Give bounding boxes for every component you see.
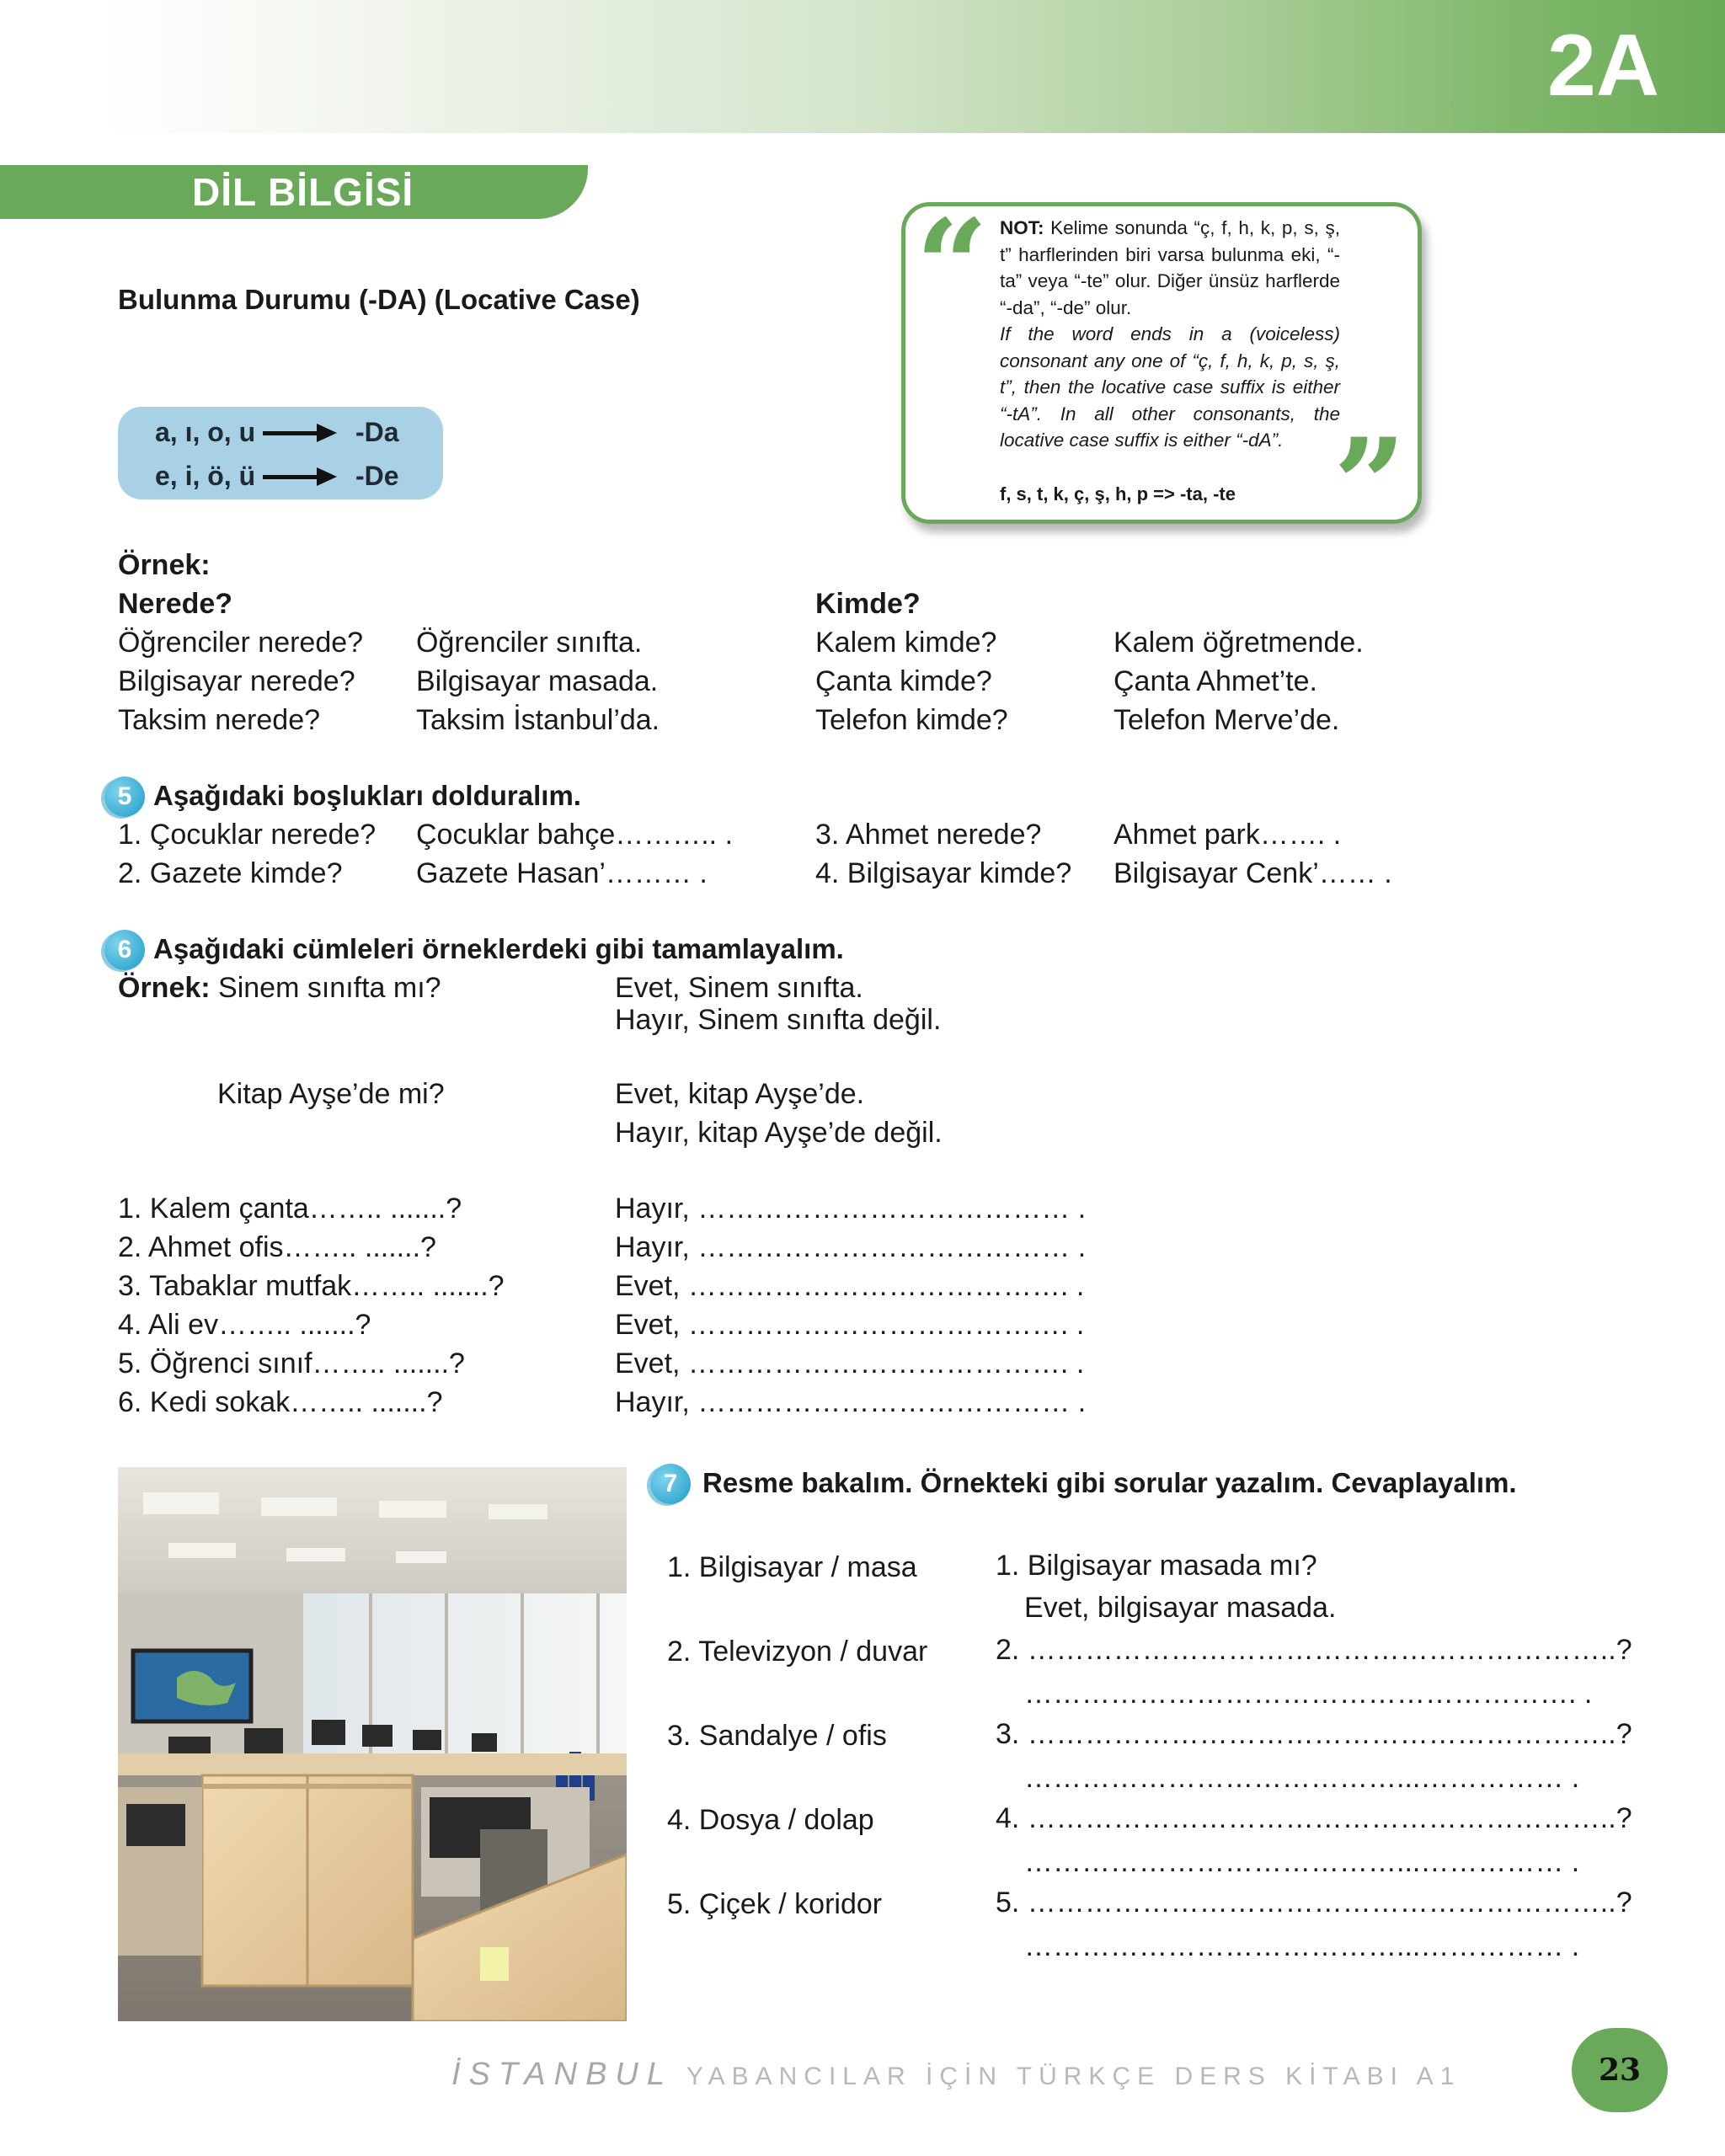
exercise-7-answer-blank[interactable]: …………………………………...…………… . [1024,1930,1580,1962]
exercise-7-example-question: 1. Bilgisayar masada mı? [996,1550,1317,1582]
rule-vowels-back: a, ı, o, u [155,417,256,447]
arrow-icon [263,431,332,435]
exercise-5-number-badge: 5 [104,776,145,817]
example-answer: Kalem öğretmende. [1114,627,1364,659]
footer-title [451,2055,1461,2096]
exercise-5-question: 3. Ahmet nerede? [815,819,1042,851]
exercise-7-example-answer: Evet, bilgisayar masada. [1024,1592,1337,1624]
exercise-6-example-yes: Evet, kitap Ayşe’de. [615,1078,865,1110]
nerede-heading: Nerede? [118,588,233,620]
note-turkish-text: Kelime sonunda “ç, f, h, k, p, s, ş, t” harflerinden biri varsa bulunma eki, “-ta” veya “-te” olur. Diğer ünsüz harflerde “-da”, “-de” olur. [1000,217,1340,318]
example-answer: Telefon Merve’de. [1114,704,1340,736]
note-box [901,192,1422,559]
exercise-7-answer-blank[interactable]: …………………………………...…………… . [1024,1762,1580,1794]
example-question: Taksim nerede? [118,704,321,736]
rule-vowels-front: e, i, ö, ü [155,461,256,491]
exercise-6-answer-blank[interactable]: Evet, …………………………………. . [615,1348,1085,1380]
exercise-5-blank[interactable]: Ahmet park……. . [1114,819,1342,851]
exercise-7-prompt: 5. Çiçek / koridor [667,1888,883,1920]
example-question: Bilgisayar nerede? [118,665,355,697]
exercise-7-question-blank[interactable]: 3. ……………………………………………………..? [996,1718,1632,1750]
exercise-6-example-question [118,969,441,1007]
example-question: Kalem kimde? [815,627,997,659]
exercise-7-answer-blank[interactable]: …………………………………...…………… . [1024,1846,1580,1878]
exercise-7-number-badge: 7 [650,1464,691,1504]
note-label: NOT: [1000,217,1044,238]
exercise-6-example-question: Kitap Ayşe’de mi? [217,1078,445,1110]
exercise-6-question: 6. Kedi sokak…….. .......? [118,1386,443,1418]
page-number: 23 [1598,2052,1642,2088]
exercise-6-answer-blank[interactable]: Evet, …………………………………. . [615,1270,1085,1302]
note-english: If the word ends in a (voiceless) consonant any one of “ç, f, h, k, p, s, ş, t”, then the locative case suffix is either “-tA”. In all other consonants, the locative case suffix is either “-dA”. [1000,323,1340,451]
exercise-5-blank[interactable]: Çocuklar bahçe……….. . [416,819,734,851]
exercise-5-question: 4. Bilgisayar kimde? [815,857,1072,889]
exercise-6-answer-blank[interactable]: Hayır, ………………………………… . [615,1193,1087,1225]
exercise-7-question-blank[interactable]: 4. ……………………………………………………..? [996,1802,1632,1834]
exercise-7-answer-blank[interactable]: …………………………………………………. . [1024,1678,1593,1710]
topic-title: Bulunma Durumu (-DA) (Locative Case) [118,284,640,315]
exercise-5-blank[interactable]: Gazete Hasan’……… . [416,857,708,889]
example-answer: Taksim İstanbul’da. [416,704,660,736]
footer-subtitle: YABANCILAR İÇİN TÜRKÇE DERS KİTABI A1 [686,2063,1461,2090]
exercise-7-prompt: 4. Dosya / dolap [667,1804,874,1836]
example-answer: Öğrenciler sınıfta. [416,627,643,659]
unit-code: 2A [1547,17,1659,115]
note-turkish [1000,215,1340,321]
note-summary: f, s, t, k, ç, ş, h, p => -ta, -te [1000,483,1236,504]
exercise-5-question: 1. Çocuklar nerede? [118,819,377,851]
exercise-6-example-no: Hayır, Sinem sınıfta değil. [615,1004,942,1036]
exercise-6-number-badge: 6 [104,930,145,970]
exercise-5-question: 2. Gazete kimde? [118,857,343,889]
exercise-5-instruction: Aşağıdaki boşlukları dolduralım. [153,780,581,811]
example-question: Çanta kimde? [815,665,992,697]
example-label: Örnek: [118,972,211,1004]
exercise-6-question: 4. Ali ev…….. .......? [118,1309,371,1341]
exercise-7-prompt: 3. Sandalye / ofis [667,1720,887,1752]
example-question: Öğrenciler nerede? [118,627,364,659]
example-question-text: Sinem sınıfta mı? [210,972,441,1004]
exercise-6-answer-blank[interactable]: Hayır, ………………………………… . [615,1231,1087,1263]
exercise-6-answer-blank[interactable]: Evet, …………………………………. . [615,1309,1085,1341]
open-quote-icon: “ [916,192,989,340]
exercise-7-prompt: 2. Televizyon / duvar [667,1636,928,1668]
footer-brand: İSTANBUL [451,2057,674,2092]
exercise-7-question-blank[interactable]: 5. ……………………………………………………..? [996,1886,1632,1919]
kimde-heading: Kimde? [815,588,921,620]
office-photo [118,1467,627,2021]
exercise-6-instruction: Aşağıdaki cümleleri örneklerdeki gibi tamamlayalım. [153,933,844,964]
exercise-7-question-blank[interactable]: 2. ……………………………………………………..? [996,1634,1632,1666]
example-answer: Bilgisayar masada. [416,665,659,697]
exercise-6-question: 2. Ahmet ofis…….. .......? [118,1231,436,1263]
example-answer: Çanta Ahmet’te. [1114,665,1317,697]
rule-suffix-da: -Da [355,417,399,447]
exercise-6-example-no: Hayır, kitap Ayşe’de değil. [615,1117,943,1149]
exercise-5-blank[interactable]: Bilgisayar Cenk’…… . [1114,857,1392,889]
example-heading: Örnek: [118,549,211,581]
arrow-icon [263,475,332,479]
header-band [0,0,1725,133]
exercise-6-question: 1. Kalem çanta…….. .......? [118,1193,462,1225]
section-title: DİL BİLGİSİ [192,170,414,214]
exercise-7-instruction: Resme bakalım. Örnekteki gibi sorular yazalım. Cevaplayalım. [702,1467,1517,1498]
exercise-7-prompt: 1. Bilgisayar / masa [667,1551,917,1583]
exercise-6-answer-blank[interactable]: Hayır, ………………………………… . [615,1386,1087,1418]
close-quote-icon: ” [1333,411,1407,559]
exercise-6-question: 5. Öğrenci sınıf…….. .......? [118,1348,465,1380]
example-question: Telefon kimde? [815,704,1008,736]
rule-suffix-de: -De [355,461,399,491]
exercise-6-question: 3. Tabaklar mutfak…….. .......? [118,1270,505,1302]
suffix-rule-box [118,407,443,499]
exercise-6-example-yes: Evet, Sinem sınıfta. [615,972,863,1004]
